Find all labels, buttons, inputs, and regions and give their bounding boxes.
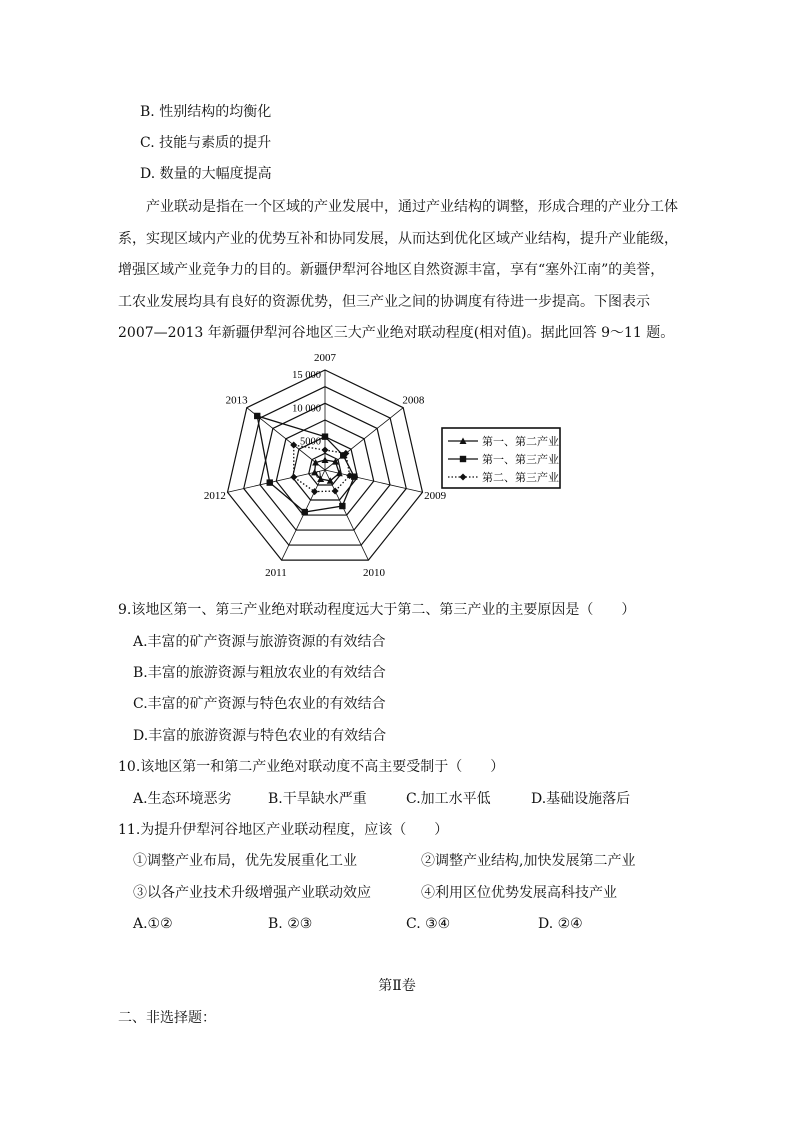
- axis-category-label: 2011: [265, 566, 287, 579]
- passage-line: 系，实现区域内产业的优势互补和协同发展，从而达到优化区域产业结构，提升产业能级，: [118, 230, 678, 247]
- question-9-option-a[interactable]: A.丰富的矿产资源与旅游资源的有效结合: [133, 634, 386, 650]
- chart-legend: [442, 428, 560, 488]
- question-10-stem: 10.该地区第一和第二产业绝对联动度不高主要受制于（ ）: [118, 759, 505, 775]
- axis-category-label: 2013: [225, 394, 248, 407]
- scale-tick-label: 10 000: [292, 403, 321, 415]
- statement-2: ②调整产业结构,加快发展第二产业: [421, 853, 636, 869]
- section-subtitle: 二、非选择题：: [118, 1010, 216, 1026]
- statement-1: ①调整产业布局，优先发展重化工业: [133, 853, 357, 869]
- question-10-option-d[interactable]: D.基础设施落后: [531, 791, 631, 807]
- passage: [118, 192, 688, 350]
- question-9-stem: 9.该地区第一、第三产业绝对联动程度远大于第二、第三产业的主要原因是（ ）: [118, 602, 636, 618]
- axis-category-label: 2007: [314, 352, 336, 364]
- data-point-square: [302, 509, 308, 515]
- data-point-square: [254, 413, 260, 419]
- scale-tick-label: 5000: [300, 436, 321, 448]
- question-11-option-c[interactable]: C. ③④: [406, 916, 451, 932]
- scale-tick-label: 0: [315, 470, 321, 481]
- statement-4: ④利用区位优势发展高科技产业: [421, 885, 617, 901]
- question-10-option-b[interactable]: B.干旱缺水严重: [268, 791, 367, 807]
- question-9-option-d[interactable]: D.丰富的旅游资源与特色农业的有效结合: [133, 728, 387, 744]
- section-title: 第Ⅱ卷: [378, 978, 416, 994]
- axis-category-label: 2012: [203, 490, 226, 503]
- question-11-stem: 11.为提升伊犁河谷地区产业联动程度，应该（ ）: [118, 822, 449, 838]
- data-point-square: [460, 456, 466, 462]
- passage-line: 2007—2013 年新疆伊犁河谷地区三大产业绝对联动程度(相对值)。据此回答 9～11 题。: [118, 325, 675, 341]
- prev-option-c: C. 技能与素质的提升: [140, 135, 272, 151]
- question-10-option-c[interactable]: C.加工水平低: [406, 791, 491, 807]
- passage-line: 增强区域产业竞争力的目的。新疆伊犁河谷地区自然资源丰富，享有“塞外江南”的美誉，: [118, 262, 665, 278]
- prev-option-d: D. 数量的大幅度提高: [140, 166, 272, 182]
- question-9-option-c[interactable]: C.丰富的矿产资源与特色农业的有效结合: [133, 696, 386, 712]
- series-line: [257, 416, 354, 512]
- passage-line: 产业联动是指在一个区域的产业发展中，通过产业结构的调整，形成合理的产业分工体: [118, 199, 678, 215]
- data-point-diamond: [322, 447, 329, 454]
- data-point-square: [322, 433, 328, 439]
- data-point-diamond: [290, 474, 297, 481]
- legend-label: 第二、第三产业: [482, 472, 559, 484]
- legend-label: 第一、第三产业: [482, 454, 559, 466]
- data-point-square: [267, 479, 273, 485]
- axis-category-label: 2010: [363, 566, 386, 579]
- axis-category-label: 2008: [402, 394, 425, 407]
- data-point-square: [339, 503, 345, 509]
- legend-label: 第一、第二产业: [482, 436, 559, 448]
- question-10-option-a[interactable]: A.生态环境恶劣: [133, 791, 232, 807]
- question-11-option-d[interactable]: D. ②④: [538, 916, 583, 932]
- prev-option-b: B. 性别结构的均衡化: [140, 104, 272, 120]
- axis-category-label: 2009: [424, 490, 447, 503]
- radar-axes: [225, 370, 423, 560]
- scale-tick-label: 15 000: [292, 370, 321, 381]
- question-11-option-b[interactable]: B. ②③: [268, 916, 313, 932]
- statement-3: ③以各产业技术升级增强产业联动效应: [133, 885, 371, 901]
- question-9-option-b[interactable]: B.丰富的旅游资源与粗放农业的有效结合: [133, 665, 386, 681]
- data-point-diamond: [332, 488, 339, 495]
- radar-chart: [203, 352, 580, 588]
- question-11-option-a[interactable]: A.①②: [133, 916, 173, 932]
- passage-line: 工农业发展均具有良好的资源优势，但三产业之间的协调度有待进一步提高。下图表示: [118, 293, 650, 310]
